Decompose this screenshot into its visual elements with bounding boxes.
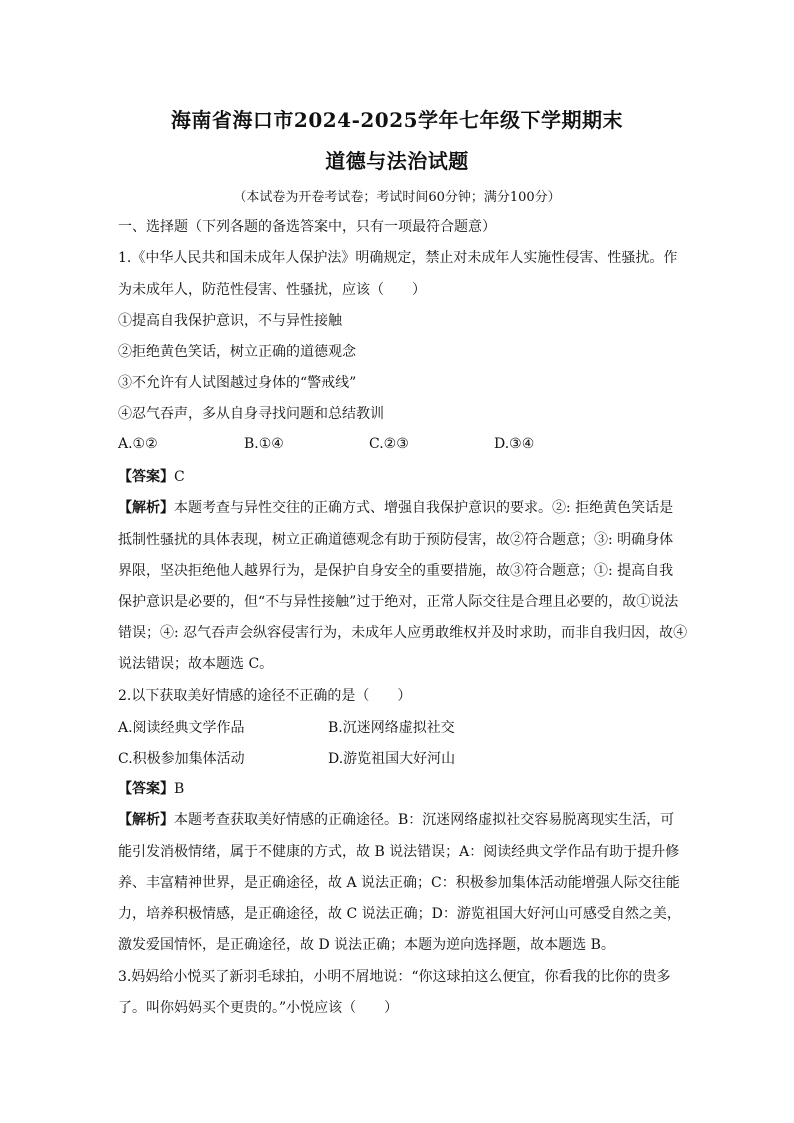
q2-option-a: A.阅读经典文学作品	[118, 720, 245, 736]
q1-stem-line: 1.《中华人民共和国未成年人保护法》明确规定，禁止对未成年人实施性侵害、性骚扰。作	[118, 250, 678, 266]
q1-analysis-line: 抵制性骚扰的具体表现，树立正确道德观念有助于预防侵害，故②符合题意；③: 明确身体	[118, 532, 674, 548]
q1-option-a: A.①②	[118, 436, 158, 452]
q2-option-c: C.积极参加集体活动	[118, 751, 245, 767]
section-marker: 【答案】	[118, 469, 174, 485]
q3-stem-line: 3.妈妈给小悦买了新羽毛球拍，小明不屑地说：“你这球拍这么便宜，你看我的比你的贵多	[118, 969, 671, 985]
q1-analysis-line: 错误；④: 忍气吞声会纵容侵害行为，未成年人应勇敢维权并及时求助，而非自我归因，故④	[118, 625, 688, 641]
exam-subject-title: 道德与法治试题	[325, 149, 469, 173]
exam-title: 海南省海口市2024-2025学年七年级下学期期末	[170, 108, 624, 132]
q1-item: ①提高自我保护意识，不与异性接触	[118, 313, 342, 329]
q1-item: ②拒绝黄色笑话，树立正确的道德观念	[118, 344, 356, 360]
q2-option-b: B.沉迷网络虚拟社交	[328, 720, 455, 736]
q1-stem-line: 为未成年人，防范性侵害、性骚扰，应该（ ）	[118, 282, 426, 298]
q2-stem: 2.以下获取美好情感的途径不正确的是（ ）	[118, 688, 412, 704]
section-heading: 一、选择题（下列各题的备选答案中，只有一项最符合题意）	[118, 219, 496, 235]
q1-analysis-line: 说法错误；故本题选 C。	[118, 656, 274, 672]
q2-analysis-line: 【解析】本题考查获取美好情感的正确途径。B：沉迷网络虚拟社交容易脱离现实生活，可	[118, 812, 675, 828]
q2-analysis-line: 能引发消极情绪，属于不健康的方式，故 B 说法错误；A：阅读经典文学作品有助于提升修	[118, 844, 680, 860]
q1-analysis-line: 保护意识是必要的，但“不与异性接触”过于绝对，正常人际交往是合理且必要的，故①说法	[118, 594, 679, 610]
q1-option-d: D.③④	[494, 436, 535, 452]
q1-item: ③不允许有人试图越过身体的“警戒线”	[118, 375, 357, 391]
section-marker: 【答案】	[118, 781, 174, 797]
exam-instructions: （本试卷为开卷考试卷；考试时间60分钟；满分100分）	[233, 190, 561, 205]
q1-answer: 【答案】C	[118, 469, 185, 485]
q1-analysis-line: 界限，坚决拒绝他人越界行为，是保护自身安全的重要措施，故③符合题意；①: 提高自我	[118, 563, 674, 579]
section-marker: 【解析】	[118, 500, 174, 516]
q1-option-b: B.①④	[244, 436, 284, 452]
q2-answer: 【答案】B	[118, 781, 185, 797]
q1-option-c: C.②③	[369, 436, 409, 452]
q2-analysis-line: 激发爱国情怀，是正确途径，故 D 说法正确；本题为逆向选择题，故本题选 B。	[118, 937, 615, 953]
q3-stem-line: 了。叫你妈妈买个更贵的。”小悦应该（ ）	[118, 1000, 399, 1016]
q2-analysis-line: 养、丰富精神世界，是正确途径，故 A 说法正确；C：积极参加集体活动能增强人际交往能	[118, 875, 680, 891]
q2-analysis-line: 力，培养积极情感，是正确途径，故 C 说法正确；D：游览祖国大好河山可感受自然之美，	[118, 906, 681, 922]
q2-option-d: D.游览祖国大好河山	[328, 751, 456, 767]
q1-item: ④忍气吞声，多从自身寻找问题和总结教训	[118, 406, 384, 422]
q1-analysis-line: 【解析】本题考查与异性交往的正确方式、增强自我保护意识的要求。②: 拒绝黄色笑话是	[118, 500, 674, 516]
section-marker: 【解析】	[118, 812, 174, 828]
